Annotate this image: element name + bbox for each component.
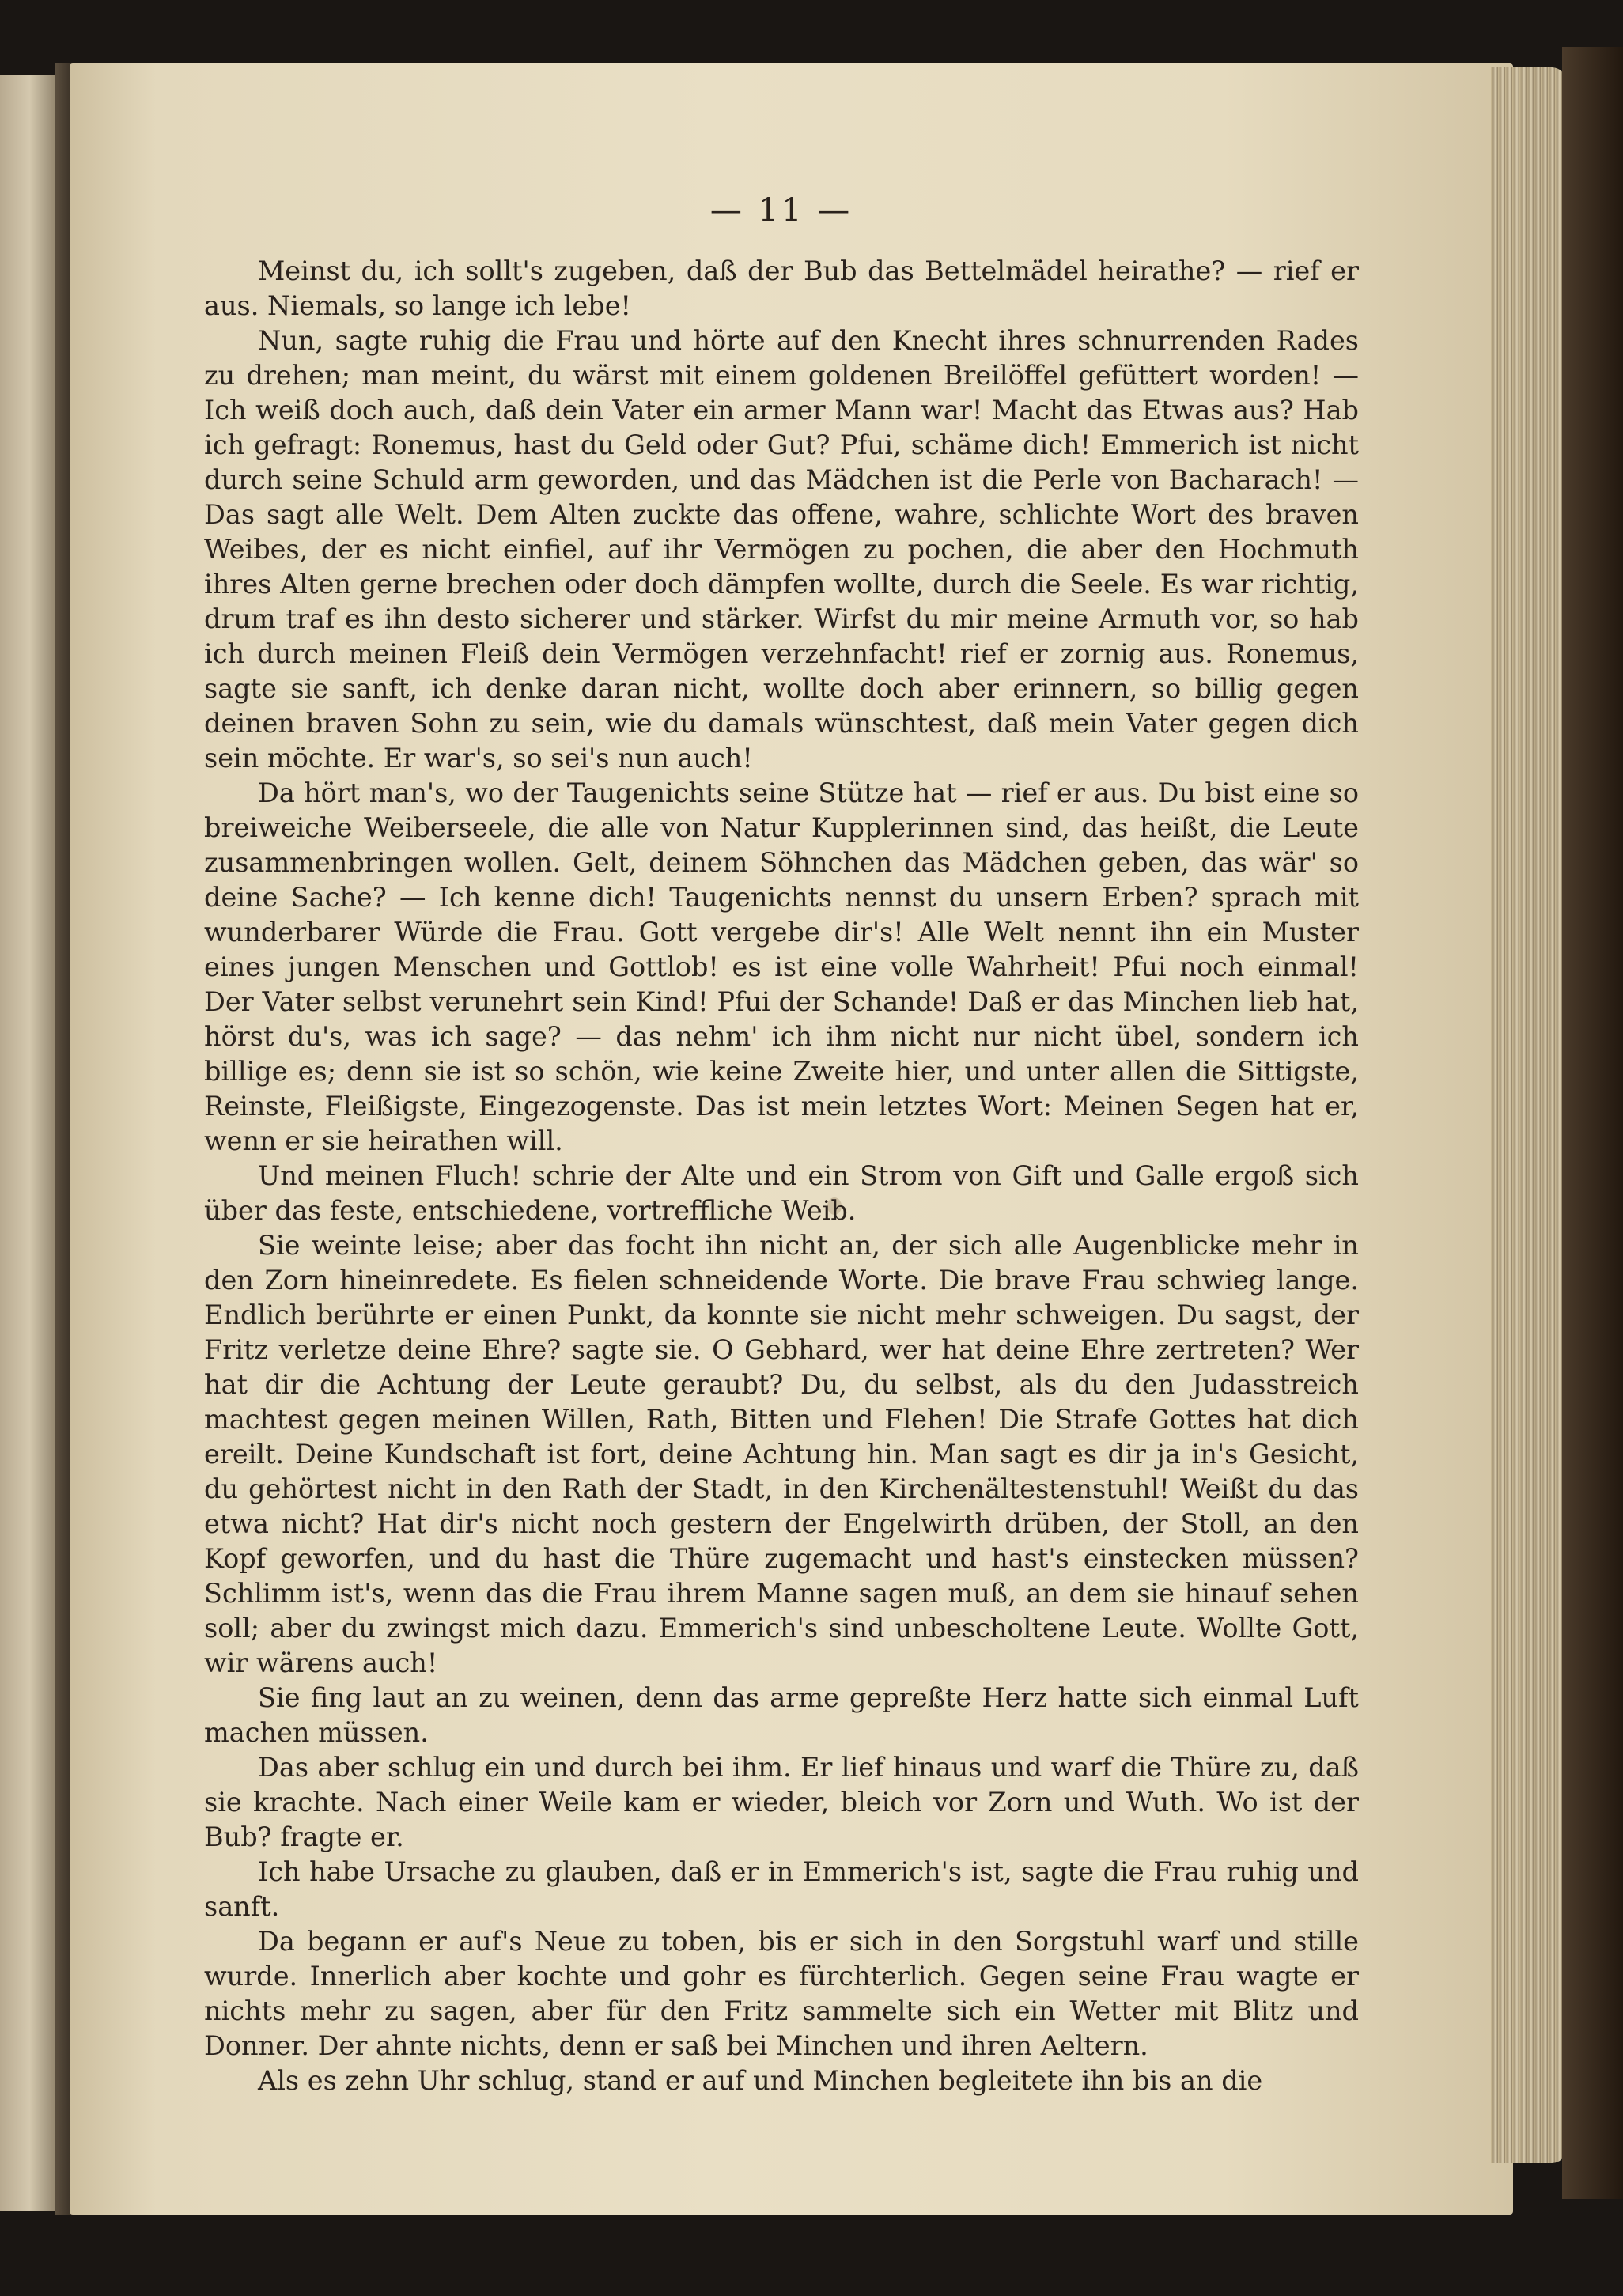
- book-cover-edge: [1562, 47, 1623, 2199]
- paragraph: Sie weinte leise; aber das focht ihn nicht an, der sich alle Augenblicke mehr in den Zorn hineinredete. Es fielen schneidende Worte. Die brave Frau schwieg lange. Endlich berührte er einen Punkt, da konnte sie nicht mehr schweigen. Du sagst, der Fritz verletze deine Ehre? sagte sie. O Gebhard, wer hat deine Ehre zertreten? Wer hat dir die Achtung der Leute geraubt? Du, du selbst, als du den Judasstreich machtest gegen meinen Willen, Rath, Bitten und Flehen! Die Strafe Gottes hat dich ereilt. Deine Kundschaft ist fort, deine Achtung hin. Man sagt es dir ja in's Gesicht, du gehörtest nicht in den Rath der Stadt, in den Kirchenältestenstuhl! Weißt du das etwa nicht? Hat dir's nicht noch gestern der Engelwirth drüben, der Stoll, an den Kopf geworfen, und du hast die Thüre zugemacht und hast's einstecken müssen? Schlimm ist's, wenn das die Frau ihrem Manne sagen muß, an dem sie hinauf sehen soll; aber du zwingst mich dazu. Emmerich's sind unbescholtene Leute. Wollte Gott, wir wärens auch!: [204, 1230, 1359, 1678]
- paragraph: Da begann er auf's Neue zu toben, bis er sich in den Sorgstuhl warf und stille wurde. Innerlich aber kochte und gohr es fürchterlich. Gegen seine Frau wagte er nichts mehr zu sagen, aber für den Fritz sammelte sich ein Wetter mit Blitz und Donner. Der ahnte nichts, denn er saß bei Minchen und ihren Aeltern.: [204, 1926, 1359, 2061]
- page-number: — 11 —: [709, 192, 853, 229]
- paragraph: Als es zehn Uhr schlug, stand er auf und Minchen begleitete ihn bis an die: [258, 2065, 1263, 2096]
- paragraph: Ich habe Ursache zu glauben, daß er in Emmerich's ist, sagte die Frau ruhig und sanft.: [204, 1856, 1359, 1922]
- paragraph: Und meinen Fluch! schrie der Alte und ein Strom von Gift und Galle ergoß sich über das feste, entschiedene, vortreffliche Weib.: [204, 1160, 1359, 1226]
- previous-page-edge: [0, 75, 59, 2211]
- body-text: [204, 254, 1359, 2098]
- paragraph: Das aber schlug ein und durch bei ihm. Er lief hinaus und warf die Thüre zu, daß sie krachte. Nach einer Weile kam er wieder, bleich vor Zorn und Wuth. Wo ist der Bub? fragte er.: [204, 1752, 1359, 1852]
- paragraph: Da hört man's, wo der Taugenichts seine Stütze hat — rief er aus. Du bist eine so breiweiche Weiberseele, die alle von Natur Kupplerinnen sind, das heißt, die Leute zusammenbringen wollen. Gelt, deinem Söhnchen das Mädchen geben, das wär' so deine Sache? — Ich kenne dich! Taugenichts nennst du unsern Erben? sprach mit wunderbarer Würde die Frau. Gott vergebe dir's! Alle Welt nennt ihn ein Muster eines jungen Menschen und Gottlob! es ist eine volle Wahrheit! Pfui noch einmal! Der Vater selbst verunehrt sein Kind! Pfui der Schande! Daß er das Minchen lieb hat, hörst du's, was ich sage? — das nehm' ich ihm nicht nur nicht übel, sondern ich billige es; denn sie ist so schön, wie keine Zweite hier, und unter allen die Sittigste, Reinste, Fleißigste, Eingezogenste. Das ist mein letztes Wort: Meinen Segen hat er, wenn er sie heirathen will.: [204, 777, 1359, 1156]
- paragraph: Nun, sagte ruhig die Frau und hörte auf den Knecht ihres schnurrenden Rades zu drehen; man meint, du wärst mit einem goldenen Breilöffel gefüttert worden! — Ich weiß doch auch, daß dein Vater ein armer Mann war! Macht das Etwas aus? Hab ich gefragt: Ronemus, hast du Geld oder Gut? Pfui, schäme dich! Emmerich ist nicht durch seine Schuld arm geworden, und das Mädchen ist die Perle von Bacharach! — Das sagt alle Welt. Dem Alten zuckte das offene, wahre, schlichte Wort des braven Weibes, der es nicht einfiel, auf ihr Vermögen zu pochen, die aber den Hochmuth ihres Alten gerne brechen oder doch dämpfen wollte, durch die Seele. Es war richtig, drum traf es ihn desto sicherer und stärker. Wirfst du mir meine Armuth vor, so hab ich durch meinen Fleiß dein Vermögen verzehnfacht! rief er zornig aus. Ronemus, sagte sie sanft, ich denke daran nicht, wollte doch aber erinnern, so billig gegen deinen braven Sohn zu sein, wie du damals wünschtest, daß mein Vater gegen dich sein möchte. Er war's, so sei's nun auch!: [204, 325, 1359, 774]
- paragraph: Sie fing laut an zu weinen, denn das arme gepreßte Herz hatte sich einmal Luft machen müssen.: [204, 1682, 1359, 1748]
- page-stack-edges: [1491, 67, 1566, 2163]
- paragraph: Meinst du, ich sollt's zugeben, daß der Bub das Bettelmädel heirathe? — rief er aus. Niemals, so lange ich lebe!: [204, 255, 1359, 321]
